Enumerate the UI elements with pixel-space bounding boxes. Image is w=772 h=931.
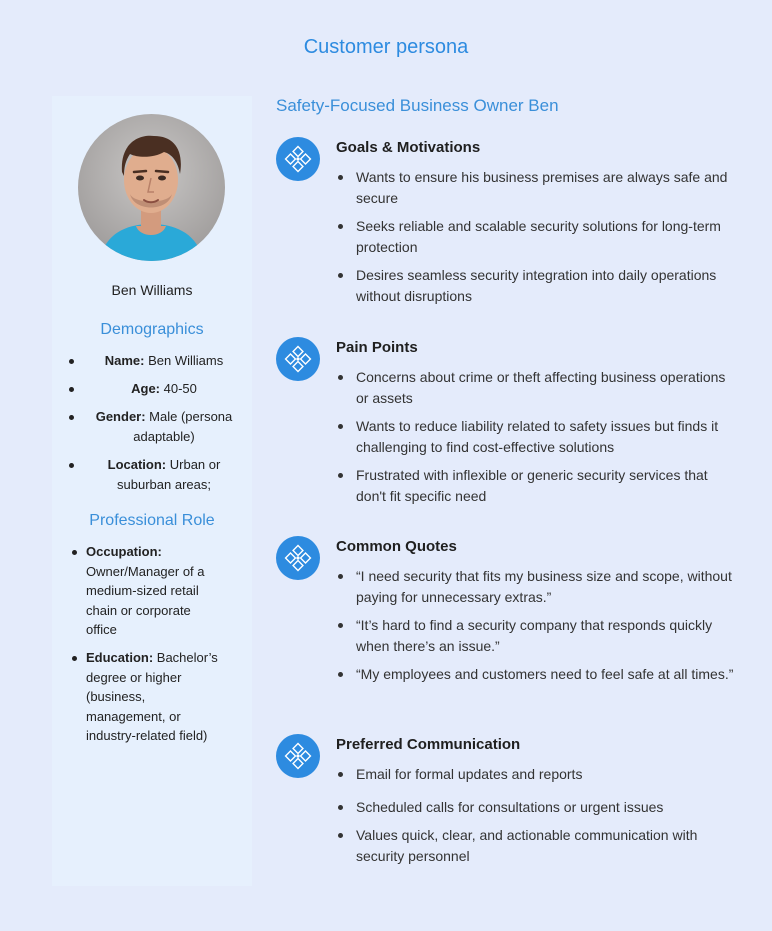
list-item: Concerns about crime or theft affecting business operations or assets xyxy=(336,367,736,408)
persona-title: Safety-Focused Business Owner Ben xyxy=(276,96,559,115)
field-value: Owner/Manager of a medium-sized retail chain or corporate office xyxy=(86,563,205,638)
list-item: Seeks reliable and scalable security solutions for long-term protection xyxy=(336,216,736,257)
list-item xyxy=(52,351,252,371)
field-value: Bachelor’s degree or higher (business, management, or industry-related field) xyxy=(86,649,218,744)
list-item: Email for formal updates and reports xyxy=(336,764,736,785)
avatar xyxy=(78,114,225,261)
list-item: Wants to ensure his business premises are always safe and secure xyxy=(336,167,736,208)
section-list xyxy=(336,566,736,693)
person-portrait-icon xyxy=(78,114,225,261)
demographics-list xyxy=(52,351,252,503)
field-label: Location: xyxy=(107,457,167,472)
list-item: Values quick, clear, and actionable communication with security personnel xyxy=(336,825,736,866)
field-value: 40-50 xyxy=(160,381,197,396)
professional-role-heading: Professional Role xyxy=(89,512,215,529)
diamond-network-icon xyxy=(276,536,320,580)
persona-sidebar xyxy=(52,96,252,886)
list-item: Desires seamless security integration into daily operations without disruptions xyxy=(336,265,736,306)
list-item: Frustrated with inflexible or generic security services that don't fit specific need xyxy=(336,465,736,506)
list-item xyxy=(52,542,252,640)
field-value: Male (persona adaptable) xyxy=(133,409,233,444)
field-label: Age: xyxy=(131,381,160,396)
section-title: Common Quotes xyxy=(336,538,457,555)
persona-name: Ben Williams xyxy=(111,282,193,298)
list-item xyxy=(52,407,252,447)
list-item: Scheduled calls for consultations or urgent issues xyxy=(336,797,736,818)
list-item xyxy=(52,455,252,495)
list-item: “I need security that fits my business size and scope, without paying for unnecessary extras.” xyxy=(336,566,736,607)
list-item xyxy=(52,379,252,399)
diamond-network-icon xyxy=(276,137,320,181)
section-title: Pain Points xyxy=(336,339,418,356)
list-item: “My employees and customers need to feel safe at all times.” xyxy=(336,664,736,685)
list-item: Wants to reduce liability related to safety issues but finds it challenging to find cost-effective solutions xyxy=(336,416,736,457)
field-label: Occupation: xyxy=(86,544,162,559)
professional-role-list xyxy=(52,542,252,754)
field-value: Urban or suburban areas; xyxy=(117,457,221,492)
field-label: Gender: xyxy=(95,409,146,424)
page-title: Customer persona xyxy=(303,36,469,58)
section-list xyxy=(336,367,736,514)
diamond-network-icon xyxy=(276,337,320,381)
demographics-heading: Demographics xyxy=(100,321,204,338)
section-title: Preferred Communication xyxy=(336,736,521,753)
section-title: Goals & Motivations xyxy=(336,139,481,156)
list-item xyxy=(52,648,252,746)
field-label: Name: xyxy=(104,353,145,368)
diamond-network-icon xyxy=(276,734,320,778)
list-item: “It’s hard to find a security company that responds quickly when there’s an issue.” xyxy=(336,615,736,656)
field-value: Ben Williams xyxy=(144,353,224,368)
section-list xyxy=(336,764,736,874)
section-list xyxy=(336,167,736,314)
field-label: Education: xyxy=(86,649,154,665)
